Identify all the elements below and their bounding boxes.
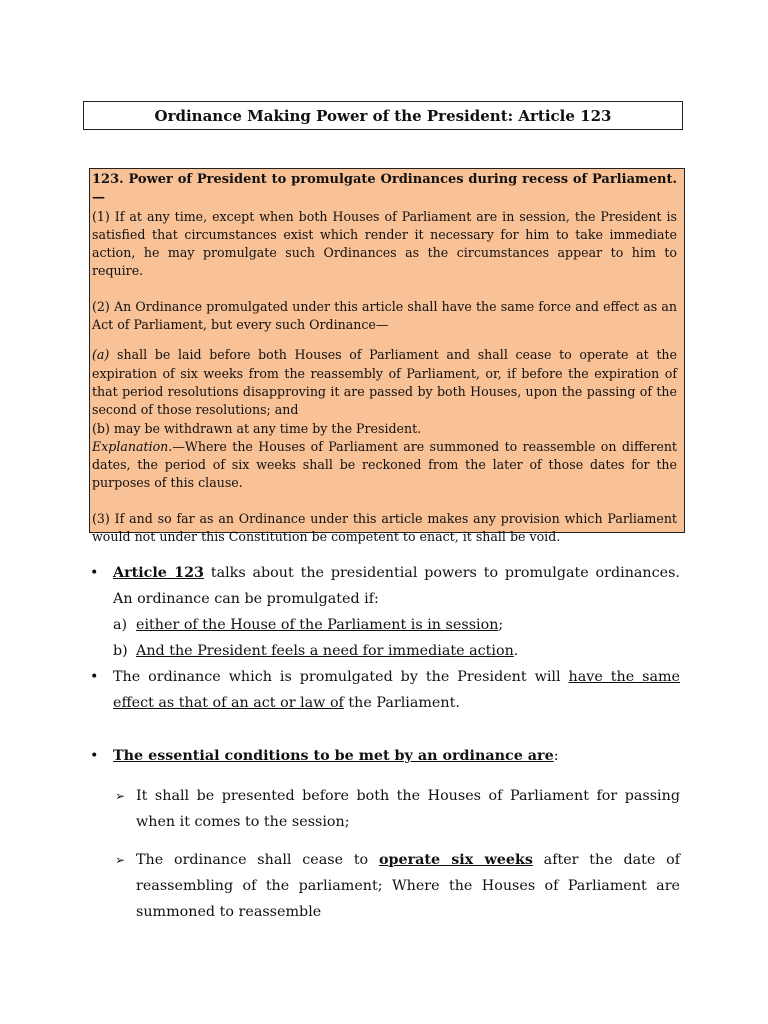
article-heading: 123. Power of President to promulgate Ordinances during recess of Parliament.— — [92, 172, 677, 206]
condition-a-text: either of the House of the Parliament is in session — [136, 617, 499, 633]
clause-3-text: If and so far as an Ordinance under this article makes any provision which Parliament would not under this Constitution be competent to enact, it shall be void. — [92, 510, 677, 545]
condition-cease-bold: operate six weeks — [378, 852, 533, 868]
clause-2-number: (2) — [92, 298, 110, 314]
clause-2a-text: shall be laid before both Houses of Parliament and shall cease to operate at the expiration of six weeks from the reassembly of Parliament, or, if before the expiration of that period resolutions disapproving it are passed by both Houses, upon the passing of the second of those resolutions; and — [92, 347, 677, 418]
clause-1-text: If at any time, except when both Houses of Parliament are in session, the President is satisfied that circumstances exist which render it necessary for him to take immediate action, he may promulgate such Ordinances as the circumstances appear to him to require. — [92, 208, 677, 279]
condition-a-label: a) — [113, 617, 128, 633]
condition-a — [113, 612, 680, 638]
bullet-same-effect — [90, 664, 680, 716]
clause-2-text: An Ordinance promulgated under this article shall have the same force and effect as an Act of Parliament, but every such Ordinance— — [92, 298, 677, 333]
article-123-text-box — [89, 168, 685, 545]
arrow-bullet-icon: ➢ — [115, 853, 126, 867]
clause-3 — [92, 510, 677, 547]
condition-b-label: b) — [113, 643, 128, 659]
condition-cease-start: The ordinance shall cease to — [136, 852, 379, 868]
condition-presented-text: It shall be presented before both the Houses of Parliament for passing when it comes to the session; — [136, 788, 680, 830]
bullet-2-start: The ordinance which is promulgated by the President will — [113, 669, 569, 685]
clause-2b: (b) may be withdrawn at any time by the President. — [92, 420, 422, 436]
bullet-2-underline: have the same effect as that of an act or law of — [113, 669, 680, 711]
explanation-text: —Where the Houses of Parliament are summoned to reassemble on different dates, the period of six weeks shall be reckoned from the later of those dates for the purposes of this clause. — [92, 438, 677, 491]
bullet-essential-conditions — [90, 743, 680, 769]
condition-a-end: ; — [498, 617, 504, 633]
condition-b — [113, 638, 680, 664]
notes-list — [90, 560, 680, 937]
bullet-1-text: talks about the presidential powers to promulgate ordinances. An ordinance can be promulgated if: — [113, 565, 680, 607]
clause-2a-number: (a) — [92, 347, 110, 363]
conditions-list — [90, 783, 680, 925]
clause-2a — [92, 346, 677, 419]
document-title-text: Ordinance Making Power of the President: Article 123 — [154, 106, 612, 125]
bullet-3-end: : — [553, 748, 559, 764]
clause-1 — [92, 208, 677, 281]
arrow-bullet-icon: ➢ — [115, 789, 126, 803]
clause-2 — [92, 298, 677, 335]
clause-1-number: (1) — [92, 208, 110, 224]
condition-b-end: . — [513, 643, 519, 659]
condition-cease-end: after the date of reassembling of the parliament; Where the Houses of Parliament are summoned to reassemble — [136, 852, 680, 920]
condition-cease — [113, 847, 680, 925]
clause-3-number: (3) — [92, 510, 110, 526]
article-123-link: Article 123 — [113, 565, 204, 581]
condition-presented — [113, 783, 680, 835]
condition-b-text: And the President feels a need for immediate action — [136, 643, 514, 659]
explanation — [92, 438, 677, 493]
bullet-3-text: The essential conditions to be met by an ordinance are — [113, 748, 554, 764]
explanation-label: Explanation. — [92, 438, 173, 454]
bullet-2-end: the Parliament. — [343, 695, 460, 711]
bullet-article-123 — [90, 560, 680, 664]
document-title — [83, 101, 683, 130]
